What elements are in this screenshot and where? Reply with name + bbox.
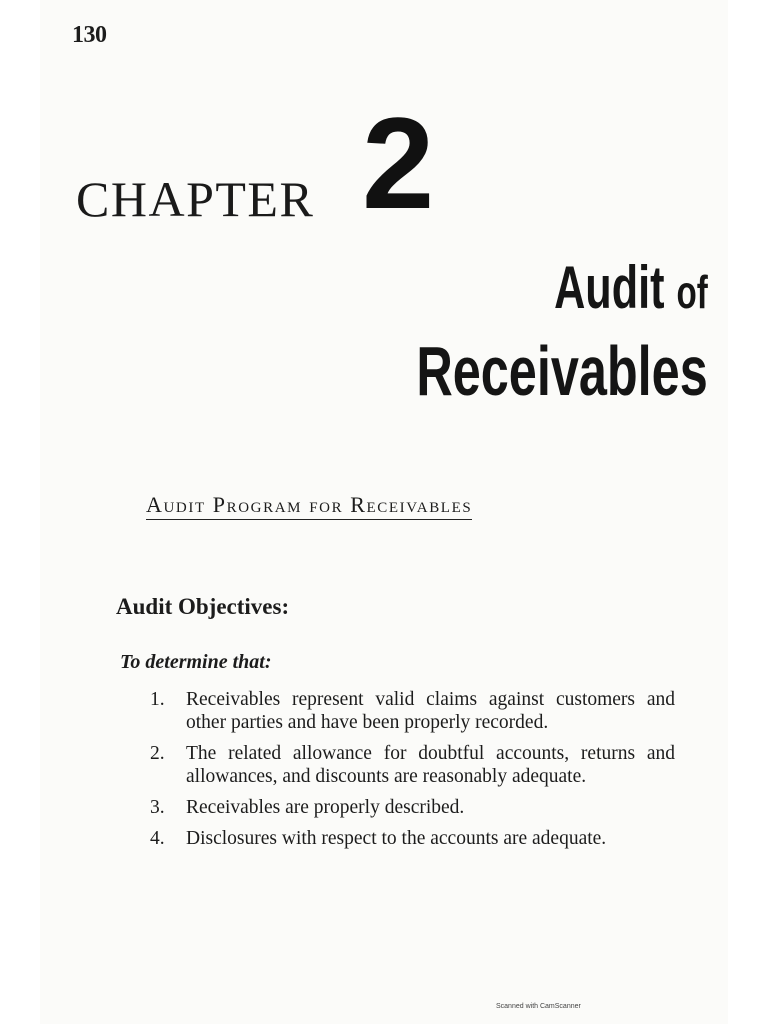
scanner-watermark: Scanned with CamScanner — [496, 1003, 581, 1010]
objective-number: 1. — [150, 689, 165, 710]
objectives-heading: Audit Objectives: — [116, 594, 290, 619]
objective-item — [150, 796, 675, 819]
objective-number: 2. — [150, 743, 165, 764]
chapter-number: 2 — [362, 90, 435, 236]
objective-text: Receivables represent valid claims against customers and other parties and have been properly recorded. — [186, 689, 675, 733]
objective-item — [150, 827, 675, 850]
chapter-title-line1 — [417, 254, 708, 321]
objective-item — [150, 688, 675, 734]
title-main-word: Audit — [554, 254, 665, 321]
title-of-word: of — [676, 266, 708, 318]
objective-number: 4. — [150, 828, 165, 849]
objective-item — [150, 742, 675, 788]
chapter-title — [303, 254, 708, 410]
objective-text: The related allowance for doubtful accounts, returns and allowances, and discounts are reasonably adequate. — [186, 743, 675, 787]
objective-text: Receivables are properly described. — [186, 797, 465, 818]
page-number: 130 — [72, 22, 107, 48]
objective-number: 3. — [150, 797, 165, 818]
objective-text: Disclosures with respect to the accounts are adequate. — [186, 828, 607, 849]
chapter-label: CHAPTER — [76, 171, 315, 227]
section-heading: Audit Program for Receivables — [146, 492, 472, 520]
objectives-intro: To determine that: — [120, 651, 272, 673]
objectives-list — [150, 688, 675, 858]
chapter-title-line2: Receivables — [416, 332, 708, 410]
